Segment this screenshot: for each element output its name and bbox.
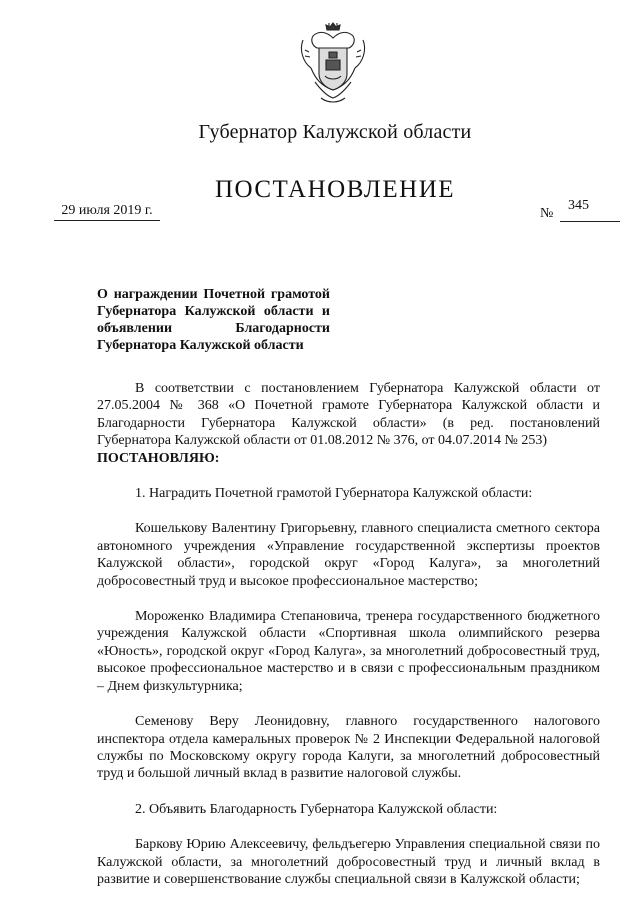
item-2-heading: 2. Объявить Благодарность Губернатора Калужской области: (135, 801, 498, 817)
awardee-paragraph: Семенову Веру Леонидовну, главного государственного налогового инспектора отдела камеральных проверок № 2 Инспекции Федеральной налоговой службы по Московскому округу города Калуги, за многолетний добросовестный труд и большой личный вклад в развитие налоговой службы. (97, 714, 600, 782)
preamble-paragraph: В соответствии с постановлением Губернатора Калужской области от 27.05.2004 № 368 «О Почетной грамоте Губернатора Калужской области и Благодарности Губернатора Калужской области» (в ред. постановлений Губернатора Калужской области от 01.08.2012 № 376, от 04.07.2014 № 253) (97, 381, 600, 449)
issuing-authority: Губернатор Калужской области (198, 121, 472, 143)
awardee-paragraph: Мороженко Владимира Степановича, тренера государственного бюджетного учреждения Калужской области «Спортивная школа олимпийского резерва «Юность», городской округ «Город Калуга», за многолетний добросовестный труд, высокое профессиональное мастерство и в связи с профессиональным праздником – Днем физкультурника; (97, 609, 600, 694)
number-underline (560, 221, 620, 222)
document-subject: О награждении Почетной грамотой Губернатора Калужской области и объявлении Благодарности Губернатора Калужской области (97, 287, 330, 353)
document-date: 29 июля 2019 г. (54, 203, 160, 221)
awardee-paragraph: Кошелькову Валентину Григорьевну, главного специалиста сметного сектора автономного учреждения «Управление государственной экспертизы проектов Калужской области», городской округ «Город Калуга», за многолетний добросовестный труд и высокое профессиональное мастерство; (97, 521, 600, 589)
item-1-heading: 1. Наградить Почетной грамотой Губернатора Калужской области: (135, 486, 533, 502)
document-type-title: ПОСТАНОВЛЕНИЕ (214, 176, 456, 203)
number-sign: № (540, 206, 554, 221)
coat-of-arms-icon (299, 20, 367, 106)
awardee-paragraph: Баркову Юрию Алексеевичу, фельдъегерю Управления специальной связи по Калужской области, за многолетний добросовестный труд и личный вклад в развитие и совершенствование службы специальной связи в Калужской области; (97, 837, 600, 887)
document-body (97, 380, 600, 888)
decree-word: ПОСТАНОВЛЯЮ: (97, 450, 220, 466)
document-number-block (540, 198, 626, 222)
document-number: 345 (568, 198, 589, 213)
